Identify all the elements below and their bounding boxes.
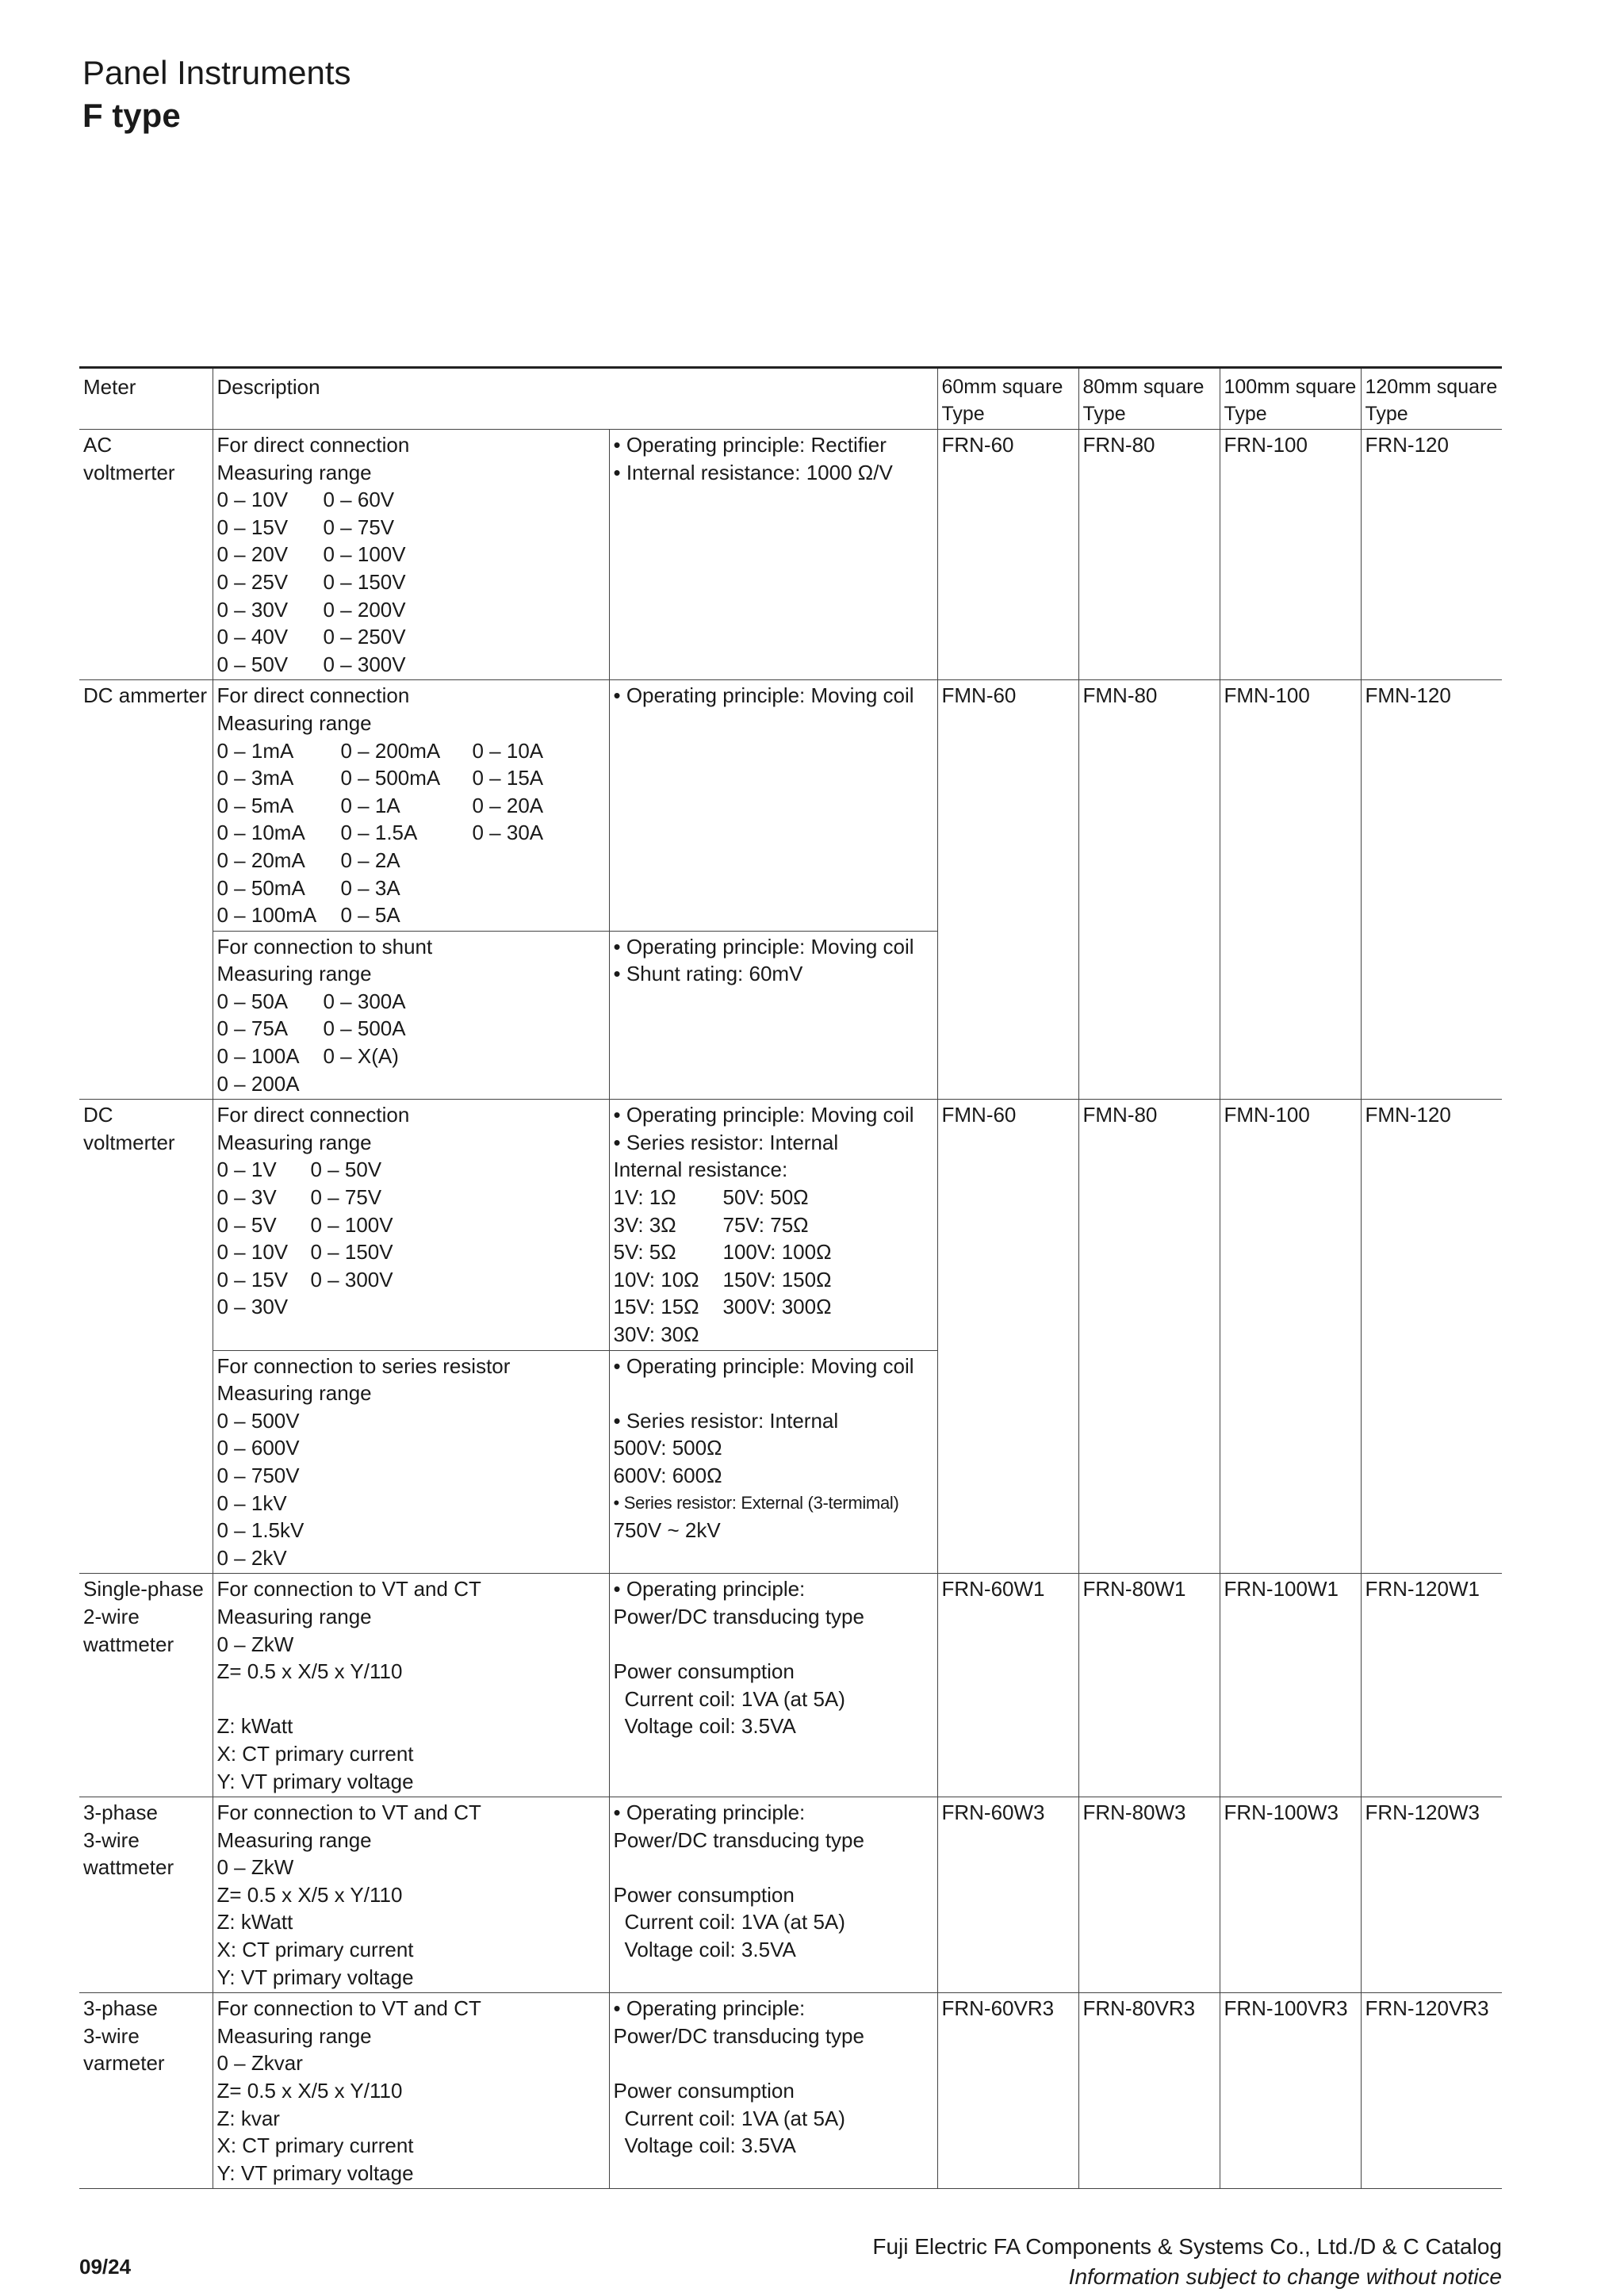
range-value: 0 – 100V bbox=[310, 1212, 393, 1237]
range-line bbox=[217, 541, 605, 568]
spec-cell: • Operating principle: Moving coil • Series resistor: Internal 500V: 500Ω 600V: 600Ω • Series resistor: External (3-termimal) 750V ~ 2kV bbox=[609, 1350, 937, 1574]
range-value: 0 – 20A bbox=[472, 793, 544, 817]
range-value: 0 – 75V bbox=[323, 515, 395, 539]
range-line bbox=[217, 1043, 605, 1070]
meter-name: AC voltmerter bbox=[79, 430, 213, 680]
type-60: FRN-60 bbox=[937, 430, 1078, 680]
range-value: 0 – 50mA bbox=[216, 875, 305, 900]
range-value: 30V: 30Ω bbox=[613, 1322, 699, 1346]
range-value: 0 – 300V bbox=[310, 1267, 393, 1292]
type-80: FMN-80 bbox=[1078, 1100, 1220, 1574]
range-value: 0 – 250V bbox=[323, 625, 406, 649]
range-value: 0 – 1V bbox=[216, 1158, 277, 1182]
type-80: FMN-80 bbox=[1078, 680, 1220, 1100]
range-line bbox=[217, 1238, 605, 1266]
range-line bbox=[217, 1293, 605, 1321]
spec-cell: • Operating principle: Power/DC transducing type Power consumption Current coil: 1VA (at 5A) Voltage coil: 3.5VA bbox=[609, 1993, 937, 2189]
range-value: 0 – 3V bbox=[216, 1185, 277, 1210]
description-cell: For connection to shunt Measuring range 0 – 50A 0 – 300A 0 – 75A 0 – 500A 0 – 100A 0 – X(A) 0 – 200A bbox=[213, 931, 609, 1100]
range-value: 15V: 15Ω bbox=[613, 1295, 699, 1319]
range-line bbox=[217, 1070, 605, 1098]
range-line bbox=[217, 737, 605, 765]
range-value: 0 – 10V bbox=[216, 488, 289, 512]
range-value: 0 – 3A bbox=[340, 875, 400, 900]
range-line bbox=[217, 901, 605, 929]
page-number: 09/24 bbox=[79, 2255, 132, 2279]
header-120mm: 120mm square Type bbox=[1361, 368, 1502, 430]
range-line bbox=[217, 1266, 605, 1294]
range-line bbox=[217, 1184, 605, 1211]
range-value: 0 – 60V bbox=[323, 488, 395, 512]
type-60: FRN-60VR3 bbox=[937, 1993, 1078, 2189]
range-value: 0 – 5V bbox=[216, 1212, 277, 1237]
type-120: FRN-120VR3 bbox=[1361, 1993, 1502, 2189]
type-120: FMN-120 bbox=[1361, 1100, 1502, 1574]
company-name: Fuji Electric FA Components & Systems Co., Ltd./D & C Catalog bbox=[872, 2234, 1502, 2259]
range-line bbox=[614, 1184, 933, 1211]
header-description: Description bbox=[213, 368, 937, 430]
range-line bbox=[217, 623, 605, 651]
meter-name: DC ammerter bbox=[79, 680, 213, 1100]
range-line bbox=[217, 486, 605, 514]
range-value: 300V: 300Ω bbox=[722, 1295, 832, 1319]
row-3-phase-wattmeter bbox=[79, 1797, 1502, 1993]
type-120: FRN-120W3 bbox=[1361, 1797, 1502, 1993]
range-value: 0 – 25V bbox=[216, 569, 289, 594]
range-line bbox=[217, 651, 605, 679]
type-120: FRN-120 bbox=[1361, 430, 1502, 680]
range-value: 0 – 75A bbox=[216, 1016, 289, 1041]
type-60: FRN-60W3 bbox=[937, 1797, 1078, 1993]
type-60: FMN-60 bbox=[937, 1100, 1078, 1574]
range-value: 0 – 2A bbox=[340, 848, 400, 872]
range-value: 0 – 300A bbox=[323, 989, 406, 1013]
spec-cell: • Operating principle: Power/DC transducing type Power consumption Current coil: 1VA (at 5A) Voltage coil: 3.5VA bbox=[609, 1574, 937, 1797]
notice-text: Information subject to change without notice bbox=[1068, 2264, 1502, 2289]
type-80: FRN-80 bbox=[1078, 430, 1220, 680]
range-line bbox=[614, 1266, 933, 1294]
range-value: 0 – 20mA bbox=[216, 848, 305, 872]
range-value: 0 – 100mA bbox=[216, 903, 317, 928]
type-80: FRN-80W3 bbox=[1078, 1797, 1220, 1993]
range-value: 150V: 150Ω bbox=[722, 1267, 832, 1292]
resistance-list bbox=[614, 1184, 933, 1349]
range-value: 0 – 1.5A bbox=[340, 821, 418, 845]
type-60: FMN-60 bbox=[937, 680, 1078, 1100]
row-ac-voltmeter bbox=[79, 430, 1502, 680]
range-line bbox=[614, 1293, 933, 1321]
header-60mm: 60mm square Type bbox=[937, 368, 1078, 430]
range-value: 0 – 30A bbox=[472, 821, 544, 845]
range-value: 50V: 50Ω bbox=[722, 1185, 809, 1210]
row-single-phase-wattmeter bbox=[79, 1574, 1502, 1797]
type-100: FRN-100VR3 bbox=[1220, 1993, 1361, 2189]
row-3-phase-varmeter bbox=[79, 1993, 1502, 2189]
range-value: 0 – 10mA bbox=[216, 821, 305, 845]
meter-name: 3-phase 3-wire varmeter bbox=[79, 1993, 213, 2189]
range-value: 0 – 1mA bbox=[216, 738, 294, 763]
spec-cell: • Operating principle: Moving coil • Shunt rating: 60mV bbox=[609, 931, 937, 1100]
header-meter: Meter bbox=[79, 368, 213, 430]
range-line bbox=[217, 847, 605, 874]
range-value bbox=[473, 847, 568, 874]
spec-cell: • Operating principle: Power/DC transducing type Power consumption Current coil: 1VA (at 5A) Voltage coil: 3.5VA bbox=[609, 1797, 937, 1993]
type-60: FRN-60W1 bbox=[937, 1574, 1078, 1797]
range-value: 0 – 3mA bbox=[216, 766, 294, 790]
range-value: 100V: 100Ω bbox=[722, 1240, 832, 1265]
range-line bbox=[217, 1211, 605, 1239]
type-100: FMN-100 bbox=[1220, 1100, 1361, 1574]
type-100: FRN-100W1 bbox=[1220, 1574, 1361, 1797]
range-value bbox=[723, 1321, 842, 1349]
spec-cell: • Operating principle: Rectifier • Internal resistance: 1000 Ω/V bbox=[609, 430, 937, 680]
range-value bbox=[324, 1070, 419, 1098]
range-value: 0 – 100V bbox=[323, 542, 406, 567]
description-cell: For connection to VT and CT Measuring range 0 – ZkW Z= 0.5 x X/5 x Y/110 Z: kWatt X: CT primary current Y: VT primary voltage bbox=[213, 1574, 609, 1797]
range-value: 0 – 300V bbox=[323, 652, 406, 676]
range-value: 0 – 5A bbox=[340, 903, 400, 928]
range-value: 0 – 5mA bbox=[216, 793, 294, 817]
range-value: 0 – 20V bbox=[216, 542, 289, 567]
range-line bbox=[217, 596, 605, 624]
type-80: FRN-80W1 bbox=[1078, 1574, 1220, 1797]
range-value: 0 – 10A bbox=[472, 738, 544, 763]
spec-table bbox=[79, 366, 1502, 2189]
range-value: 0 – X(A) bbox=[323, 1044, 399, 1069]
range-value: 0 – 200V bbox=[323, 597, 406, 622]
range-value: 0 – 500A bbox=[323, 1016, 406, 1041]
range-value bbox=[473, 874, 568, 902]
range-value bbox=[473, 901, 568, 929]
range-value: 3V: 3Ω bbox=[613, 1212, 676, 1237]
spec-cell: • Operating principle: Moving coil bbox=[609, 680, 937, 931]
range-line bbox=[217, 988, 605, 1016]
range-line bbox=[217, 514, 605, 541]
spec-cell: • Operating principle: Moving coil • Series resistor: Internal Internal resistance: 1V: 1Ω 50V: 50Ω 3V: 3Ω 75V: 75Ω 5V: 5Ω 100V: 100Ω 10V: 10Ω 150V: 150Ω 15V: 15Ω 300V: 300Ω 30V: 30Ω bbox=[609, 1100, 937, 1350]
range-value: 0 – 15A bbox=[472, 766, 544, 790]
range-line bbox=[217, 792, 605, 820]
range-value: 0 – 15V bbox=[216, 515, 289, 539]
meter-name: DC voltmerter bbox=[79, 1100, 213, 1574]
range-value: 0 – 75V bbox=[310, 1185, 382, 1210]
range-value: 0 – 500mA bbox=[340, 766, 441, 790]
page-title: Panel Instruments bbox=[82, 54, 351, 91]
range-value: 0 – 30V bbox=[216, 1295, 289, 1319]
range-value: 0 – 200mA bbox=[340, 738, 441, 763]
range-value: 0 – 40V bbox=[216, 625, 289, 649]
range-value: 0 – 15V bbox=[216, 1267, 289, 1292]
range-list bbox=[217, 988, 605, 1097]
range-value: 0 – 10V bbox=[216, 1240, 289, 1265]
meter-name: 3-phase 3-wire wattmeter bbox=[79, 1797, 213, 1993]
description-cell: For connection to series resistor Measuring range 0 – 500V 0 – 600V 0 – 750V 0 – 1kV 0 – 1.5kV 0 – 2kV bbox=[213, 1350, 609, 1574]
type-120: FRN-120W1 bbox=[1361, 1574, 1502, 1797]
range-line bbox=[614, 1238, 933, 1266]
range-list bbox=[217, 1156, 605, 1321]
type-80: FRN-80VR3 bbox=[1078, 1993, 1220, 2189]
description-cell: For connection to VT and CT Measuring range 0 – ZkW Z= 0.5 x X/5 x Y/110 Z: kWatt X: CT primary current Y: VT primary voltage bbox=[213, 1797, 609, 1993]
type-100: FMN-100 bbox=[1220, 680, 1361, 1100]
range-line bbox=[217, 819, 605, 847]
range-value: 0 – 150V bbox=[323, 569, 406, 594]
row-dc-ammeter bbox=[79, 680, 1502, 931]
range-value: 0 – 50V bbox=[310, 1158, 382, 1182]
meter-name: Single-phase 2-wire wattmeter bbox=[79, 1574, 213, 1797]
range-line bbox=[614, 1321, 933, 1349]
range-line bbox=[217, 1156, 605, 1184]
range-line bbox=[217, 764, 605, 792]
type-100: FRN-100W3 bbox=[1220, 1797, 1361, 1993]
range-value bbox=[311, 1293, 406, 1321]
header-100mm: 100mm square Type bbox=[1220, 368, 1361, 430]
range-value: 0 – 50A bbox=[216, 989, 289, 1013]
description-cell: For direct connection Measuring range 0 – 10V 0 – 60V 0 – 15V 0 – 75V 0 – 20V 0 – 100V 0 – 25V 0 – 150V 0 – 30V 0 – 200V 0 – 40V 0 – 250V 0 – 50V 0 – 300V bbox=[213, 430, 609, 680]
description-cell: For connection to VT and CT Measuring range 0 – Zkvar Z= 0.5 x X/5 x Y/110 Z: kvar X: CT primary current Y: VT primary voltage bbox=[213, 1993, 609, 2189]
range-value: 75V: 75Ω bbox=[722, 1212, 809, 1237]
range-list bbox=[217, 486, 605, 678]
range-value: 0 – 100A bbox=[216, 1044, 300, 1069]
type-120: FMN-120 bbox=[1361, 680, 1502, 1100]
range-line bbox=[217, 874, 605, 902]
row-dc-voltmeter bbox=[79, 1100, 1502, 1350]
range-value: 5V: 5Ω bbox=[613, 1240, 676, 1265]
range-line bbox=[217, 568, 605, 596]
range-value: 0 – 30V bbox=[216, 597, 289, 622]
type-100: FRN-100 bbox=[1220, 430, 1361, 680]
description-cell: For direct connection Measuring range 0 – 1V 0 – 50V 0 – 3V 0 – 75V 0 – 5V 0 – 100V 0 – 10V 0 – 150V 0 – 15V 0 – 300V 0 – 30V bbox=[213, 1100, 609, 1350]
range-line bbox=[217, 1015, 605, 1043]
range-value: 1V: 1Ω bbox=[613, 1185, 676, 1210]
range-line bbox=[614, 1211, 933, 1239]
page-subtitle: F type bbox=[82, 97, 181, 134]
range-value: 0 – 200A bbox=[216, 1071, 300, 1096]
range-value: 0 – 50V bbox=[216, 652, 289, 676]
description-cell: For direct connection Measuring range 0 – 1mA 0 – 200mA 0 – 10A 0 – 3mA 0 – 500mA 0 – 15A 0 – 5mA 0 – 1A 0 – 20A 0 – 10mA 0 – 1.5A 0 – 30A 0 – 20mA 0 – 2A 0 – 50mA 0 – 3A 0 – 100mA 0 – 5A bbox=[213, 680, 609, 931]
header-80mm: 80mm square Type bbox=[1078, 368, 1220, 430]
table-header-row bbox=[79, 368, 1502, 430]
range-value: 0 – 150V bbox=[310, 1240, 393, 1265]
range-list bbox=[217, 737, 605, 929]
range-value: 0 – 1A bbox=[340, 793, 400, 817]
range-value: 10V: 10Ω bbox=[613, 1267, 699, 1292]
